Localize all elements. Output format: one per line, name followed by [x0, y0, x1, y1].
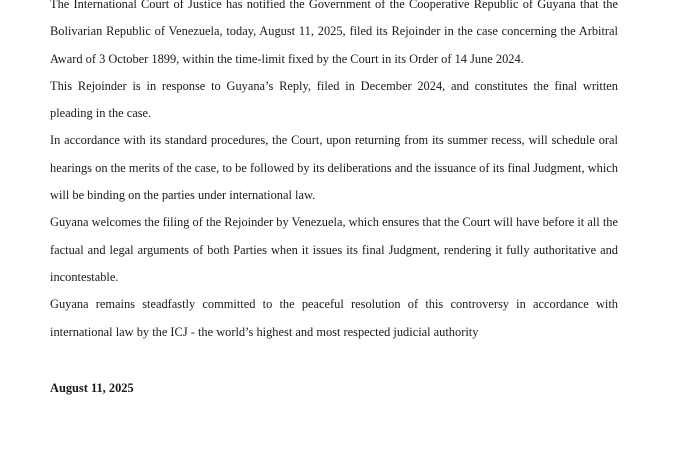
statement-document: [50, 0, 618, 402]
paragraph-guyana-committed: Guyana remains steadfastly committed to the peaceful resolution of this controversy in accordance with international law by the ICJ - the world’s highest and most respected judicial authority: [50, 297, 618, 339]
statement-date: August 11, 2025: [50, 380, 134, 395]
paragraph-court-procedures: In accordance with its standard procedures, the Court, upon returning from its summer recess, will schedule oral hearings on the merits of the case, to be followed by its deliberations and the issuance of its final Judgment, which will be binding on the parties under international law.: [50, 133, 618, 203]
paragraph-guyana-welcomes: Guyana welcomes the filing of the Rejoinder by Venezuela, which ensures that the Court will have before it all the factual and legal arguments of both Parties when it issues its final Judgment, rendering it fully authoritative and incontestable.: [50, 215, 618, 284]
paragraph-filing-notice: The International Court of Justice has notified the Government of the Cooperative Republic of Guyana that the Bolivarian Republic of Venezuela, today, August 11, 2025, filed its Rejoinder in the case concerning the Arbitral Award of 3 October 1899, within the time-limit fixed by the Court in its Order of 14 June 2024.: [50, 0, 618, 66]
paragraph-rejoinder-response: This Rejoinder is in response to Guyana’s Reply, filed in December 2024, and constitutes the final written pleading in the case.: [50, 78, 618, 121]
